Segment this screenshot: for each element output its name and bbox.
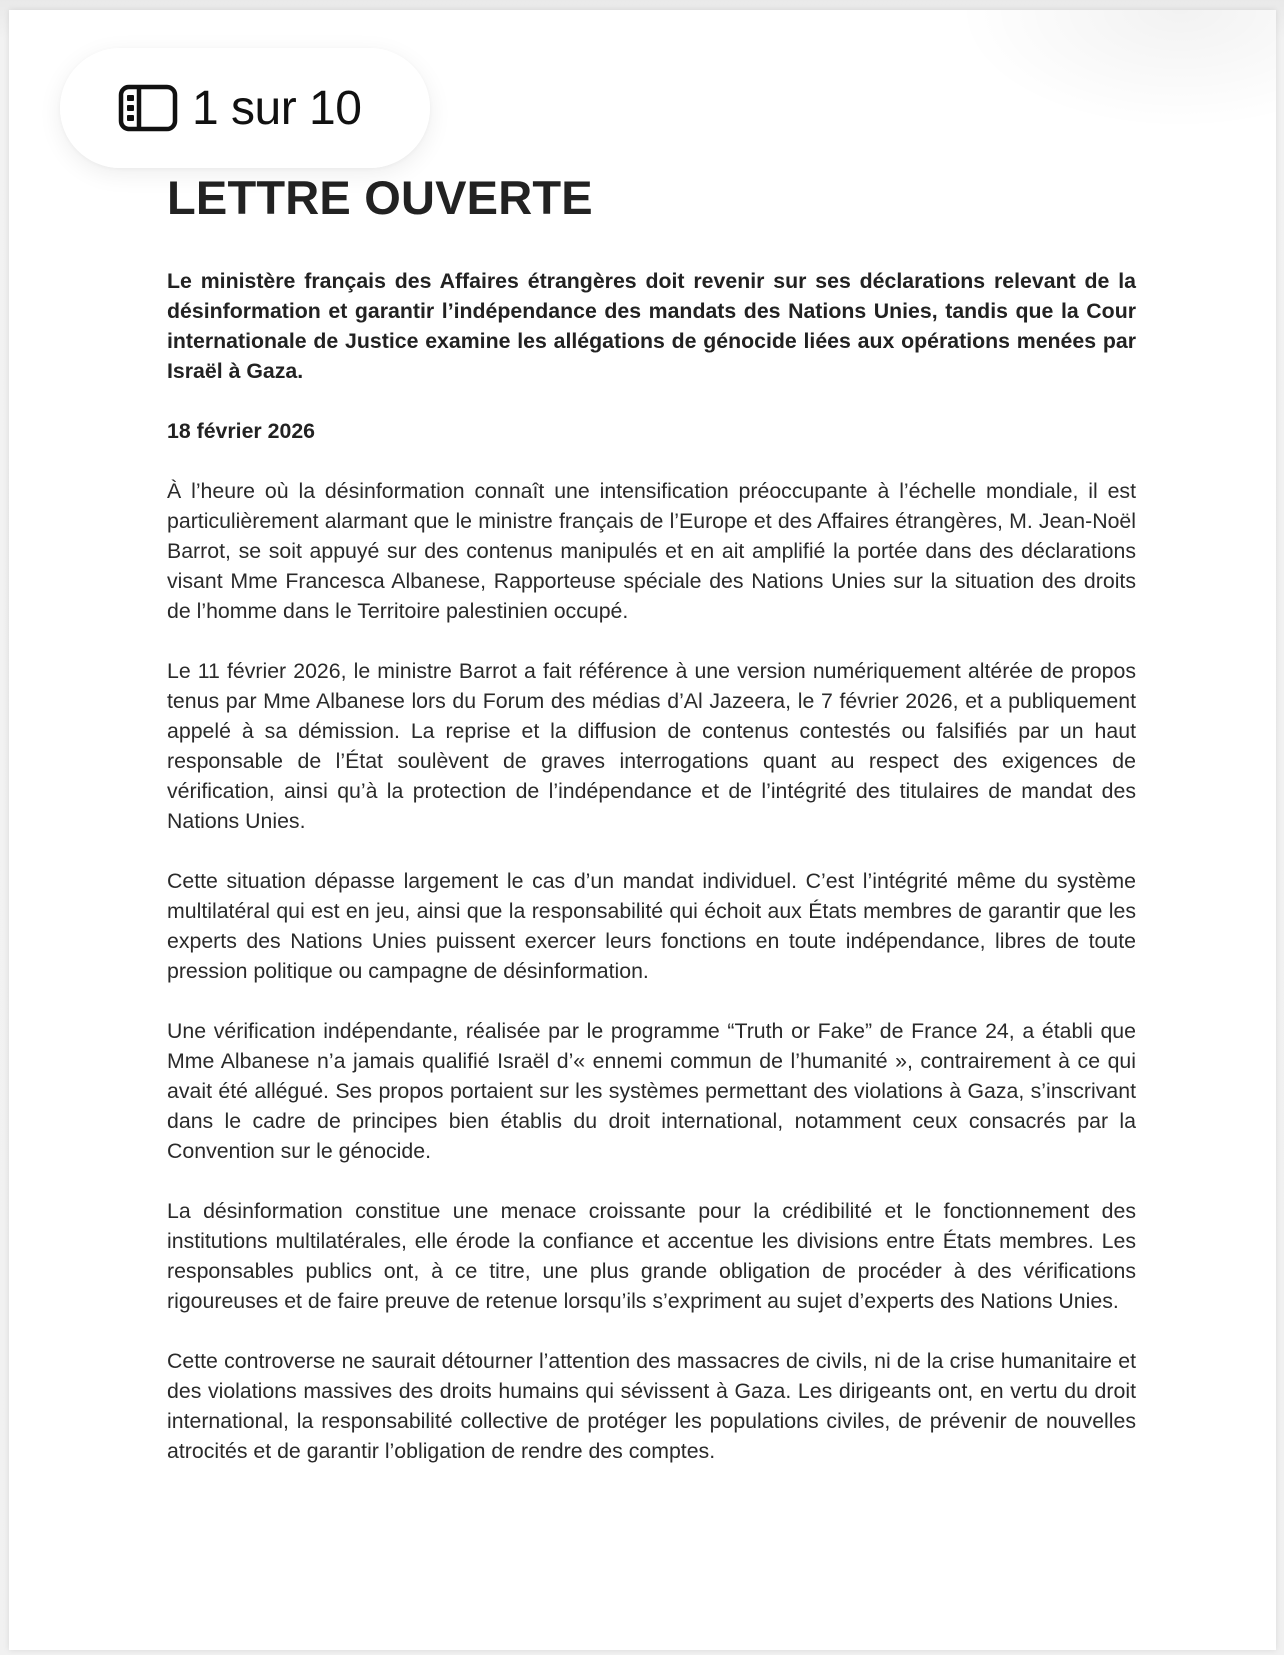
body-paragraph: À l’heure où la désinformation connaît une intensification préoccupante à l’échelle mondiale, il est particulièrement alarmant que le ministre français de l’Europe et des Affaires étrangères, M. Jean-Noël Barrot, se soit appuyé sur des contenus manipulés et en ait amplifié la portée dans des déclarations visant Mme Francesca Albanese, Rapporteuse spéciale des Nations Unies sur la situation des droits de l’homme dans le Territoire palestinien occupé.	[167, 479, 1136, 623]
document-lede: Le ministère français des Affaires étrangères doit revenir sur ses déclarations relevant de la désinformation et garantir l’indépendance des mandats des Nations Unies, tandis que la Cour internationale de Justice examine les allégations de génocide liées aux opérations menées par Israël à Gaza.	[167, 269, 1136, 383]
document-date: 18 février 2026	[167, 419, 316, 443]
page-shadow	[956, 10, 1276, 130]
sidebar-thumbnails-icon	[118, 84, 178, 132]
document-page[interactable]	[9, 10, 1276, 1650]
body-paragraph: La désinformation constitue une menace croissante pour la crédibilité et le fonctionnement des institutions multilatérales, elle érode la confiance et accentue les divisions entre États membres. Les responsables publics ont, à ce titre, une plus grande obligation de procéder à des vérifications rigoureuses et de faire preuve de retenue lorsqu’ils s’expriment au sujet d’experts des Nations Unies.	[167, 1199, 1136, 1313]
document-title: LETTRE OUVERTE	[167, 171, 593, 224]
page-indicator-button[interactable]	[60, 48, 430, 168]
body-paragraph: Cette situation dépasse largement le cas d’un mandat individuel. C’est l’intégrité même du système multilatéral qui est en jeu, ainsi que la responsabilité qui échoit aux États membres de garantir que les experts des Nations Unies puissent exercer leurs fonctions en toute indépendance, libres de toute pression politique ou campagne de désinformation.	[167, 869, 1136, 983]
body-paragraph: Une vérification indépendante, réalisée par le programme “Truth or Fake” de France 24, a établi que Mme Albanese n’a jamais qualifié Israël d’« ennemi commun de l’humanité », contrairement à ce qui avait été allégué. Ses propos portaient sur les systèmes permettant des violations à Gaza, s’inscrivant dans le cadre de principes bien établis du droit international, notamment ceux consacrés par la Convention sur le génocide.	[167, 1019, 1136, 1163]
page-indicator-label: 1 sur 10	[192, 81, 362, 135]
document-content	[167, 168, 1136, 1466]
body-paragraph: Le 11 février 2026, le ministre Barrot a fait référence à une version numériquement altérée de propos tenus par Mme Albanese lors du Forum des médias d’Al Jazeera, le 7 février 2026, et a publiquement appelé à sa démission. La reprise et la diffusion de contenus contestés ou falsifiés par un haut responsable de l’État soulèvent de graves interrogations quant au respect des exigences de vérification, ainsi qu’à la protection de l’indépendance et de l’intégrité des titulaires de mandat des Nations Unies.	[167, 659, 1136, 833]
body-paragraph: Cette controverse ne saurait détourner l’attention des massacres de civils, ni de la crise humanitaire et des violations massives des droits humains qui sévissent à Gaza. Les dirigeants ont, en vertu du droit international, la responsabilité collective de protéger les populations civiles, de prévenir de nouvelles atrocités et de garantir l’obligation de rendre des comptes.	[167, 1349, 1136, 1463]
